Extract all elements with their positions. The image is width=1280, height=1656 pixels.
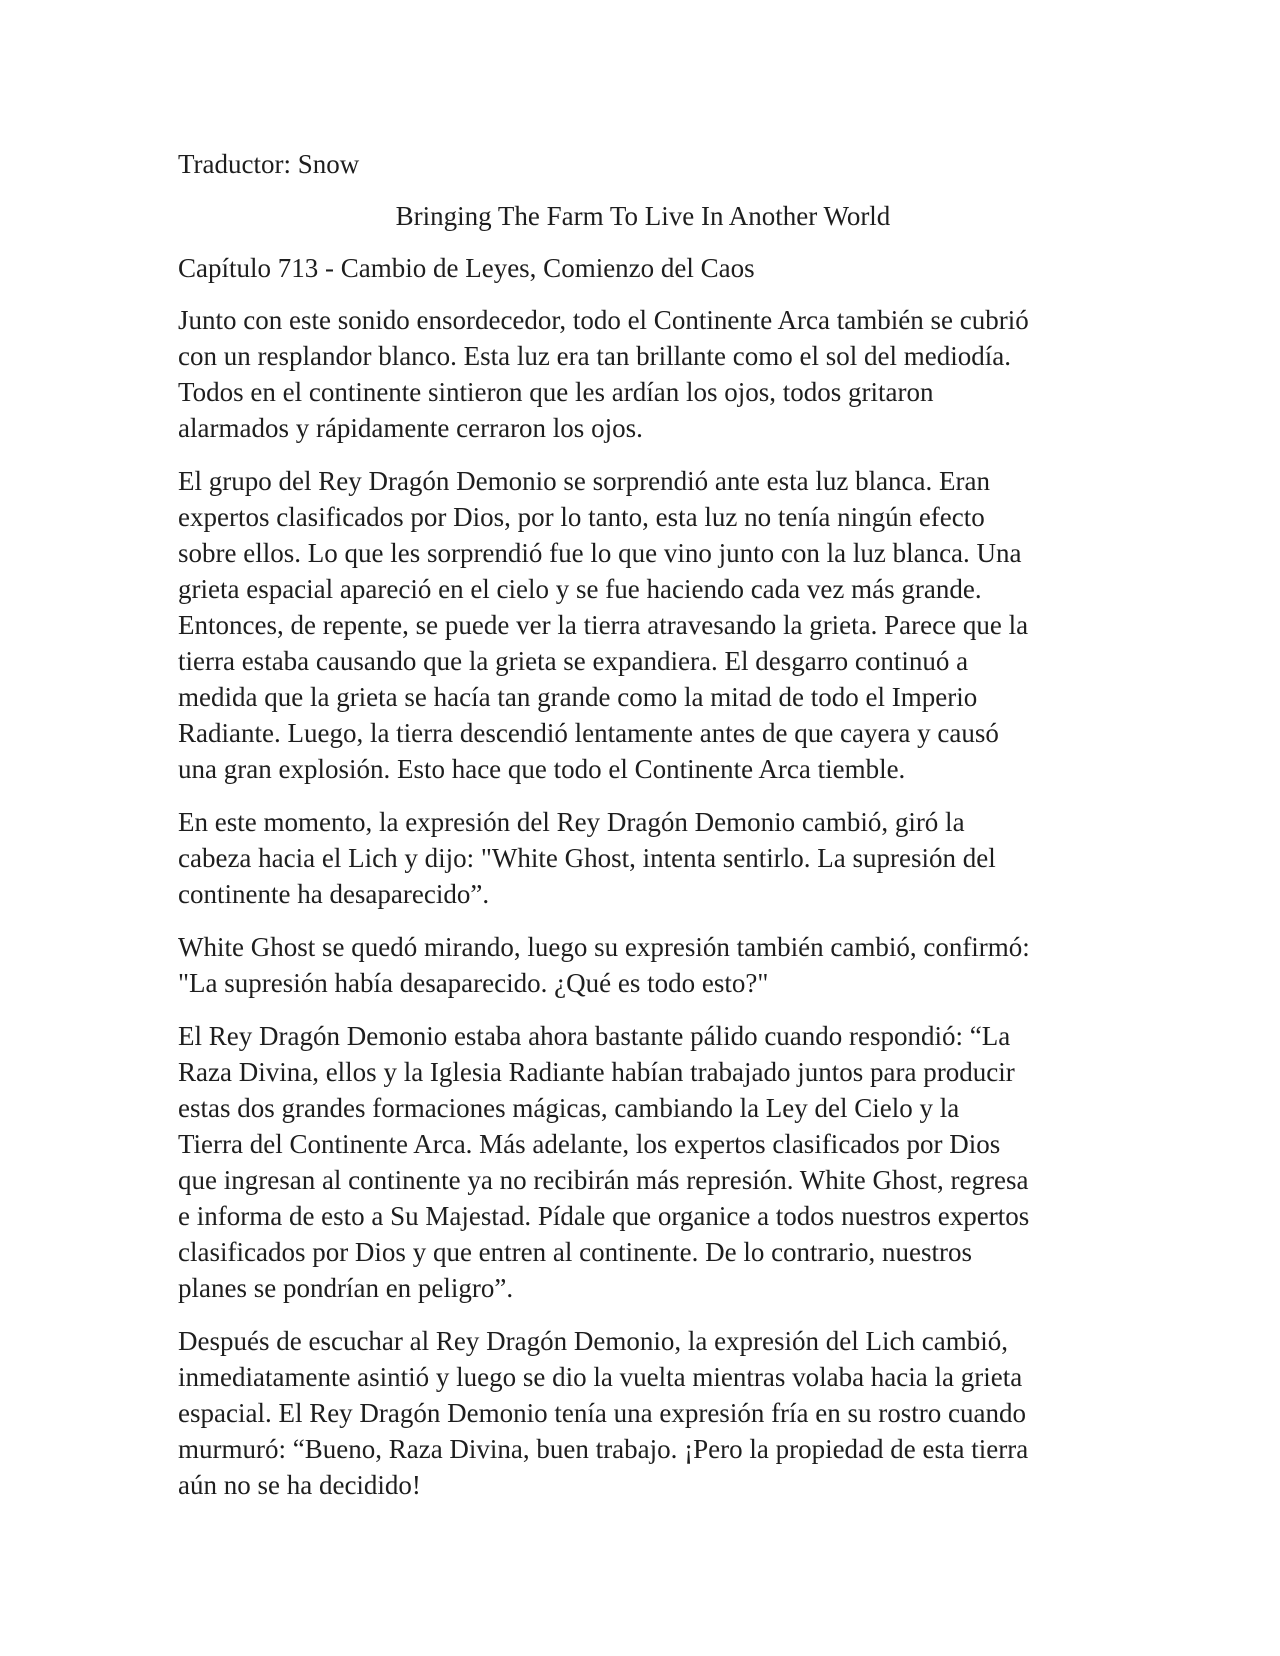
book-title: Bringing The Farm To Live In Another World	[395, 201, 891, 231]
paragraph-3: En este momento, la expresión del Rey Dragón Demonio cambió, giró la cabeza hacia el Lich y dijo: "White Ghost, intenta sentirlo. La supresión del continente ha desaparecido”.	[178, 807, 996, 909]
paragraph-2: El grupo del Rey Dragón Demonio se sorprendió ante esta luz blanca. Eran expertos clasificados por Dios, por lo tanto, esta luz no tenía ningún efecto sobre ellos. Lo que les sorprendió fue lo que vino junto con la luz blanca. Una grieta espacial apareció en el cielo y se fue haciendo cada vez más grande. Entonces, de repente, se puede ver la tierra atravesando la grieta. Parece que la tierra estaba causando que la grieta se expandiera. El desgarro continuó a medida que la grieta se hacía tan grande como la mitad de todo el Imperio Radiante. Luego, la tierra descendió lentamente antes de que cayera y causó una gran explosión. Esto hace que todo el Continente Arca tiemble.	[178, 466, 1029, 784]
paragraph-4: White Ghost se quedó mirando, luego su expresión también cambió, confirmó: "La supresión había desaparecido. ¿Qué es todo esto?"	[178, 932, 1030, 998]
document-page	[178, 146, 1108, 1520]
paragraph-6: Después de escuchar al Rey Dragón Demonio, la expresión del Lich cambió, inmediatamente asintió y luego se dio la vuelta mientras volaba hacia la grieta espacial. El Rey Dragón Demonio tenía una expresión fría en su rostro cuando murmuró: “Bueno, Raza Divina, buen trabajo. ¡Pero la propiedad de esta tierra aún no se ha decidido!	[178, 1326, 1029, 1500]
paragraph-1: Junto con este sonido ensordecedor, todo el Continente Arca también se cubrió con un resplandor blanco. Esta luz era tan brillante como el sol del mediodía. Todos en el continente sintieron que les ardían los ojos, todos gritaron alarmados y rápidamente cerraron los ojos.	[178, 305, 1029, 443]
paragraph-5: El Rey Dragón Demonio estaba ahora bastante pálido cuando respondió: “La Raza Divina, ellos y la Iglesia Radiante habían trabajado juntos para producir estas dos grandes formaciones mágicas, cambiando la Ley del Cielo y la Tierra del Continente Arca. Más adelante, los expertos clasificados por Dios que ingresan al continente ya no recibirán más represión. White Ghost, regresa e informa de esto a Su Majestad. Pídale que organice a todos nuestros expertos clasificados por Dios y que entren al continente. De lo contrario, nuestros planes se pondrían en peligro”.	[178, 1021, 1030, 1303]
chapter-heading: Capítulo 713 - Cambio de Leyes, Comienzo del Caos	[178, 253, 755, 283]
translator-credit: Traductor: Snow	[178, 149, 360, 179]
